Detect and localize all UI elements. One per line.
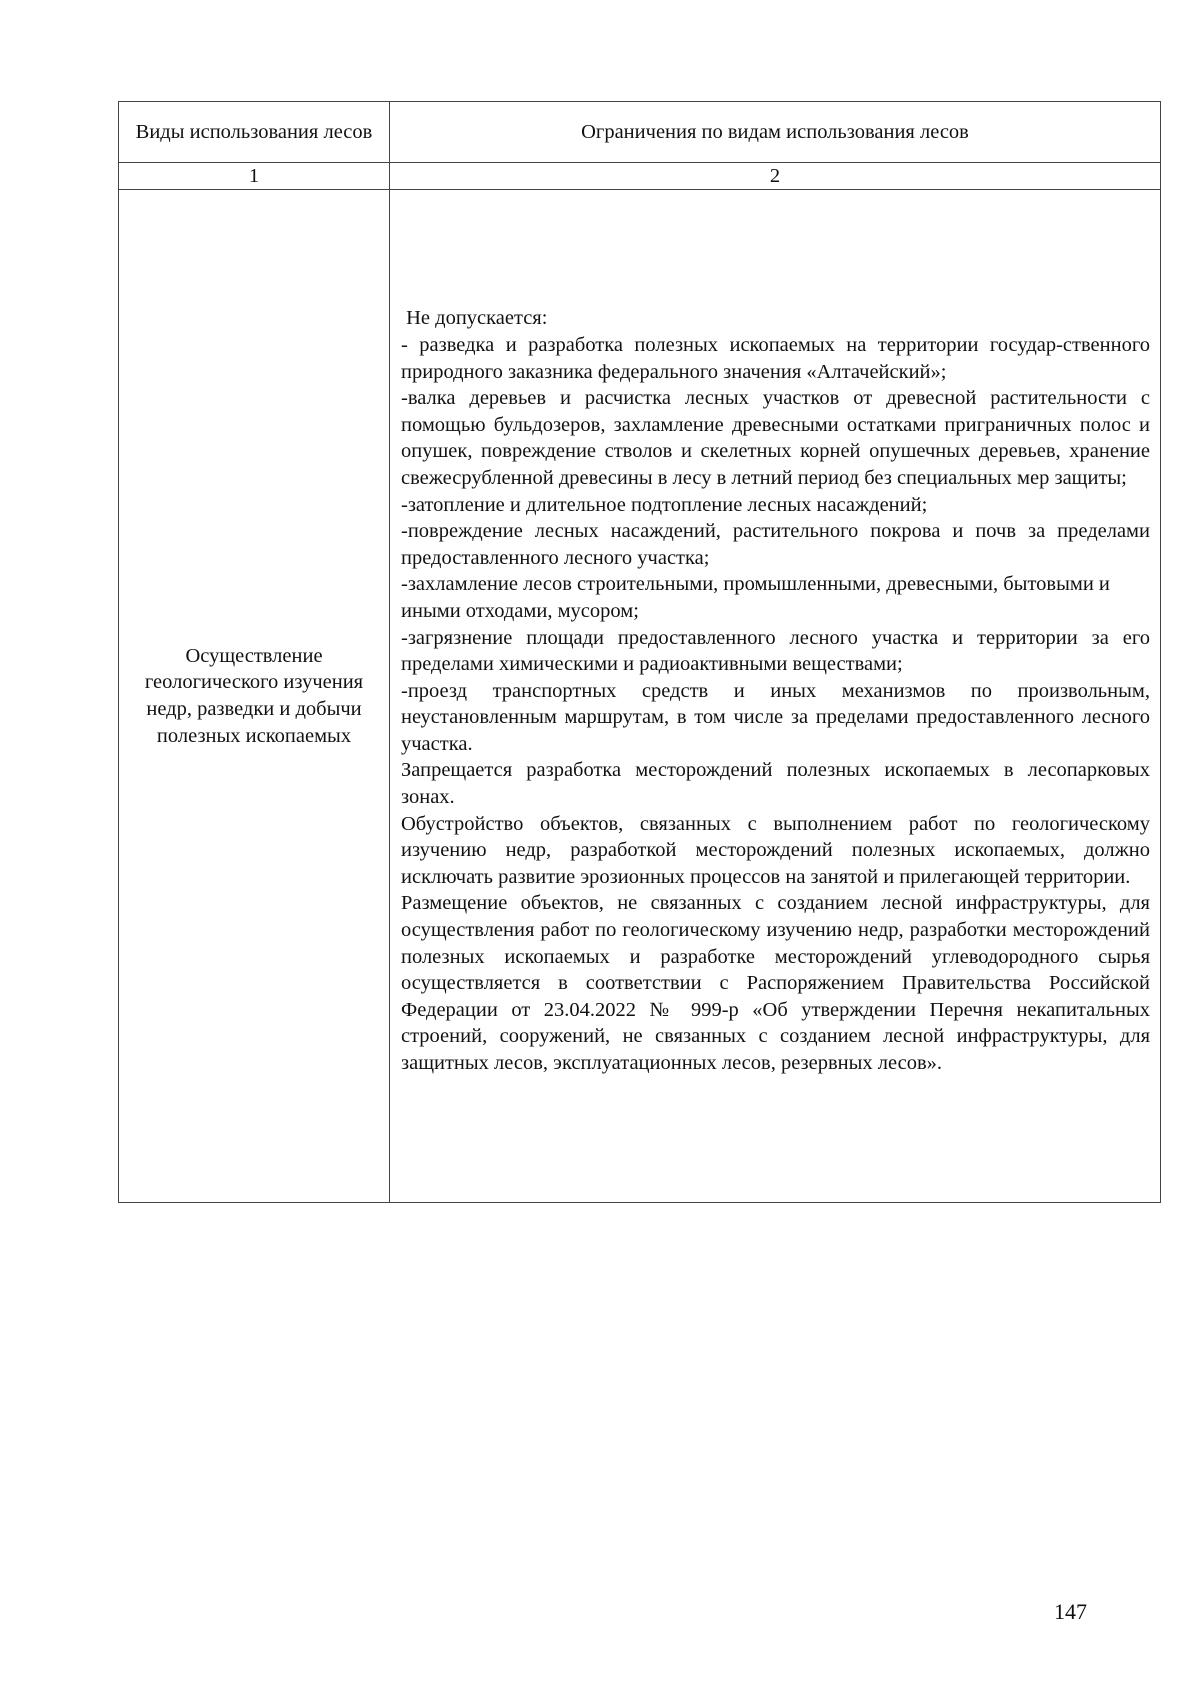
header-cell-restrictions: Ограничения по видам использования лесов [390,102,1161,163]
restriction-paragraph: Размещение объектов, не связанных с созданием лесной инфраструктуры, для осуществления работ по геологическому изучению недр, разработки месторождений полезных ископаемых и разработке месторождений углеводородного сырья осуществляется в соответствии с Распоряжением Правительства Российской Федерации от 23.04.2022 № 999-р «Об утверждении Перечня некапитальных строений, сооружений, не связанных с созданием лесной инфраструктуры, для защитных лесов, эксплуатационных лесов, резервных лесов». [401,892,1150,1075]
restriction-paragraph: -загрязнение площади предоставленного лесного участка и территории за его пределами химическими и радиоактивными веществами; [401,626,1150,676]
restriction-paragraph: -повреждение лесных насаждений, растительного покрова и почв за пределами предоставленного лесного участка; [401,520,1150,569]
restriction-paragraph: Не допускается: [401,307,548,330]
restriction-paragraph: -валка деревьев и расчистка лесных участков от древесной растительности с помощью бульдозеров, захламление древесными остатками приграничных полос и опушек, повреждение стволов и скелетных корней опушечных деревьев, хранение свежесрубленной древесины в лесу в летний период без специальных мер защиты; [401,387,1150,489]
column-number-row [119,163,1161,190]
column-number-2: 2 [390,163,1161,190]
restriction-paragraph: -захламление лесов строительными, промышленными, древесными, бытовыми и иными отходами, мусором; [401,573,1110,622]
restrictions-table [118,101,1161,1203]
restriction-paragraph: Обустройство объектов, связанных с выполнением работ по геологическому изучению недр, разработкой месторождений полезных ископаемых, должно исключать развитие эрозионных процессов на занятой и прилегающей территории. [401,812,1150,888]
table-row [119,190,1161,1203]
forest-use-type-cell: Осуществление геологического изучения недр, разведки и добычи полезных ископаемых [119,190,390,1203]
restriction-paragraph: - разведка и разработка полезных ископаемых на территории государ-ственного природного заказника федерального значения «Алтачейский»; [401,333,1150,383]
restriction-paragraph: -затопление и длительное подтопление лесных насаждений; [401,493,928,516]
header-cell-forest-use-types: Виды использования лесов [119,102,390,163]
column-number-1: 1 [119,163,390,190]
restriction-paragraph: Запрещается разработка месторождений полезных ископаемых в лесопарковых зонах. [401,759,1150,809]
restriction-paragraph: -проезд транспортных средств и иных механизмов по произвольным, неустановленным маршрутам, в том числе за пределами предоставленного лесного участка. [401,679,1150,755]
restrictions-cell [390,190,1161,1203]
page-number: 147 [1054,1599,1087,1624]
table-header-row [119,102,1161,163]
